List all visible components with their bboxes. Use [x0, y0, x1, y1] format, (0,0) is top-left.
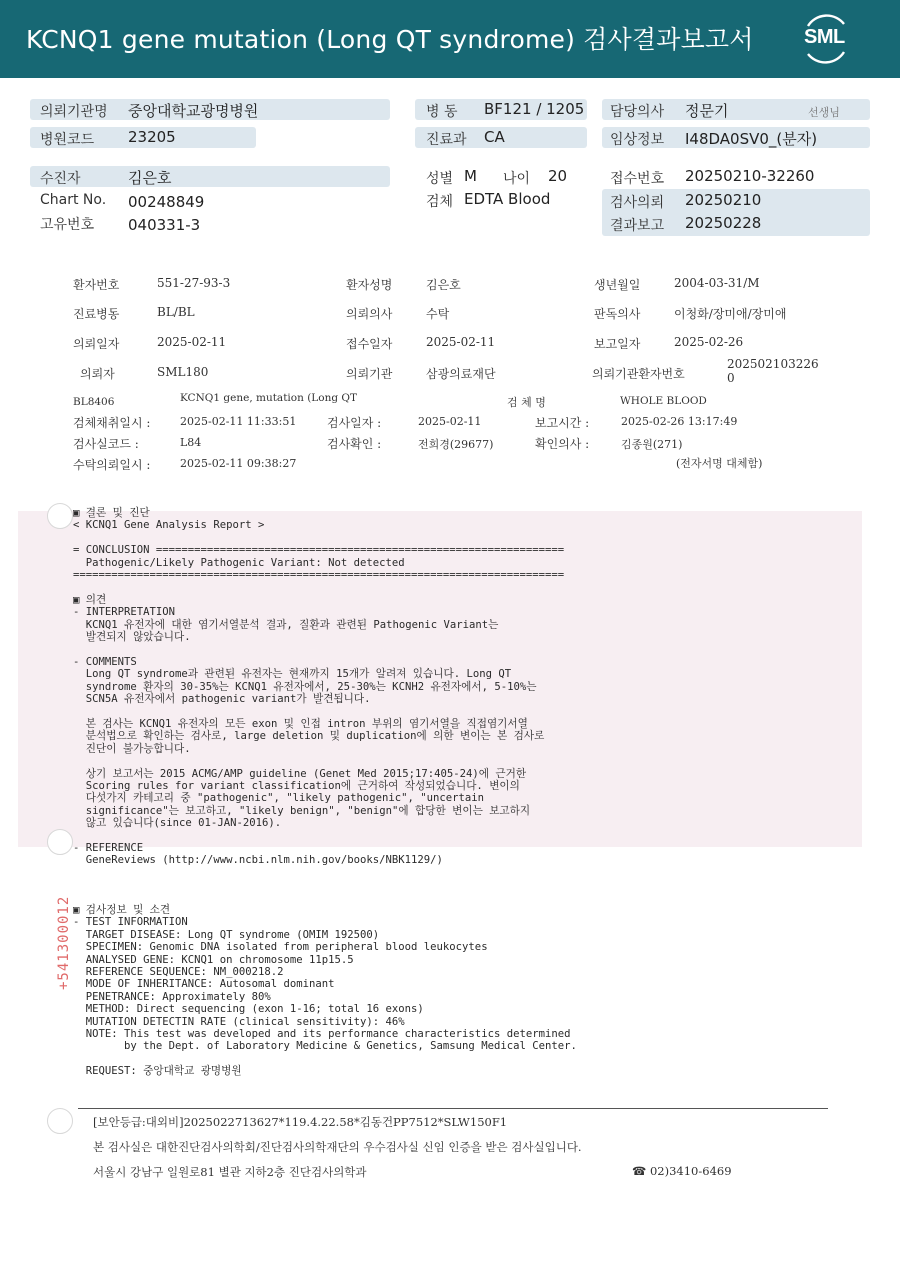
clinical-value: I48DA0SV0_(분자)	[685, 130, 818, 148]
punch-hole	[47, 503, 73, 529]
report-line: 않고 있습니다(since 01-JAN-2016).	[73, 817, 282, 830]
doctor-suffix: 선생님	[808, 106, 840, 119]
report-line	[73, 706, 577, 718]
report-line: ▣ 결론 및 진단	[73, 507, 150, 519]
age-value: 20	[548, 167, 568, 185]
patient-label: 수진자	[40, 171, 81, 187]
report-line: REFERENCE SEQUENCE: NM_000218.2	[73, 966, 284, 979]
meta-label: 판독의사	[594, 307, 641, 321]
report-line: - INTERPRETATION	[73, 606, 176, 619]
report-body	[73, 507, 577, 1078]
report-line: ANALYSED GENE: KCNQ1 on chromosome 11p15.5	[73, 953, 354, 966]
report-line	[73, 643, 577, 655]
meta-label: 의뢰일자	[73, 337, 120, 351]
uid-value: 040331-3	[128, 216, 201, 234]
patient-value: 김은호	[128, 169, 172, 187]
esign-note: (전자서명 대체함)	[676, 457, 763, 470]
report-line: 상기 보고서는 2015 ACMG/AMP guideline (Genet Med 2015;17:405-24)에 근거한	[73, 767, 527, 780]
report-line: KCNQ1 유전자에 대한 염기서열분석 결과, 질환과 관련된 Pathogenic Variant는	[73, 618, 499, 631]
report-line: PENETRANCE: Approximately 80%	[73, 990, 271, 1003]
meta-value: 2025-02-11 09:38:27	[180, 457, 297, 470]
meta-label: 환자성명	[346, 278, 393, 292]
punch-hole	[47, 829, 73, 855]
footer-rule	[78, 1108, 828, 1109]
meta-label: 검사확인 :	[327, 437, 382, 451]
meta-label: 의뢰자	[80, 367, 115, 381]
request-value: 20250210	[685, 191, 762, 209]
report-line: = CONCLUSION ================================================================	[73, 544, 565, 557]
report-line	[73, 1053, 577, 1065]
report-line: MODE OF INHERITANCE: Autosomal dominant	[73, 978, 335, 991]
meta-value: 수탁	[426, 307, 450, 321]
meta-label: 접수일자	[346, 337, 393, 351]
meta-value: 2025-02-26 13:17:49	[621, 415, 738, 428]
inst-value: 중앙대학교광명병원	[128, 102, 259, 120]
sex-label: 성별	[426, 171, 454, 187]
meta-value: 김종원(271)	[621, 438, 683, 451]
meta-label: 보고일자	[594, 337, 641, 351]
report-line: - TEST INFORMATION	[73, 916, 188, 929]
meta-value: 2025-02-11	[418, 415, 482, 428]
report-line	[73, 892, 577, 904]
specimen-name: WHOLE BLOOD	[620, 395, 707, 407]
chart-label: Chart No.	[40, 192, 107, 208]
meta-value: 0	[727, 371, 735, 385]
report-line: GeneReviews (http://www.ncbi.nlm.nih.gov/books/NBK1129/)	[73, 854, 443, 867]
report-line	[73, 581, 577, 593]
meta-value: 2025-02-11 11:33:51	[180, 415, 297, 428]
age-label: 나이	[503, 171, 531, 187]
doctor-value: 정문기	[685, 102, 729, 120]
report-line: ▣ 의견	[73, 593, 107, 606]
meta-label: 진료병동	[73, 307, 120, 321]
meta-value: 전희경(29677)	[418, 438, 494, 451]
meta-value: 551-27-93-3	[157, 276, 231, 290]
report-line: NOTE: This test was developed and its performance characteristics determined	[73, 1028, 571, 1041]
report-line: Pathogenic/Likely Pathogenic Variant: Not detected	[73, 556, 405, 569]
chart-value: 00248849	[128, 193, 205, 211]
report-line	[73, 867, 577, 879]
report-line: 발견되지 않았습니다.	[73, 631, 191, 644]
report-line: Scoring rules for variant classification에 근거하여 작성되었습니다. 변이의	[73, 779, 520, 792]
report-date-value: 20250228	[685, 214, 762, 232]
report-line: - COMMENTS	[73, 655, 137, 668]
report-line: < KCNQ1 Gene Analysis Report >	[73, 519, 265, 532]
meta-label: 생년월일	[594, 278, 641, 292]
dept-value: CA	[484, 128, 505, 146]
test-code: BL8406	[73, 396, 115, 408]
report-line	[73, 830, 577, 842]
report-line: syndrome 환자의 30-35%는 KCNQ1 유전자에서, 25-30%는 KCNH2 유전자에서, 5-10%는	[73, 680, 537, 693]
meta-value: 김은호	[426, 278, 461, 292]
meta-value: 2004-03-31/M	[674, 276, 760, 290]
phone-line: ☎ 02)3410-6469	[632, 1164, 732, 1178]
doctor-label: 담당의사	[610, 104, 665, 120]
report-line	[73, 879, 577, 891]
receipt-value: 20250210-32260	[685, 167, 815, 185]
meta-value: L84	[180, 436, 202, 449]
meta-value: BL/BL	[157, 305, 195, 319]
report-title: KCNQ1 gene mutation (Long QT syndrome) 검사결과보고서	[26, 25, 754, 54]
sex-value: M	[464, 167, 477, 185]
punch-hole	[47, 1108, 73, 1134]
code-label: 병원코드	[40, 132, 95, 148]
address-line: 서울시 강남구 일원로81 별관 지하2층 진단검사의학과	[93, 1165, 367, 1179]
dept-label: 진료과	[426, 132, 467, 148]
certification-line: 본 검사실은 대한진단검사의학회/진단검사의학재단의 우수검사실 신임 인증을 받은 검사실입니다.	[93, 1140, 582, 1154]
report-line: ▣ 검사정보 및 소견	[73, 904, 171, 916]
report-line: REQUEST: 중앙대학교 광명병원	[73, 1065, 242, 1078]
test-name: KCNQ1 gene, mutation (Long QT	[180, 392, 358, 404]
request-label: 검사의뢰	[610, 195, 665, 211]
report-line: Long QT syndrome과 관련된 유전자는 현재까지 15개가 알려져 있습니다. Long QT	[73, 668, 512, 681]
report-line: 분석법으로 확인하는 검사로, large deletion 및 duplication에 의한 변이는 본 검사로	[73, 730, 545, 743]
meta-label: 확인의사 :	[535, 437, 590, 451]
sml-logo	[800, 12, 852, 64]
document-stamp: +541300012	[56, 895, 72, 990]
report-line	[73, 755, 577, 767]
specimen-head: 검 체 명	[507, 396, 546, 409]
report-line: METHOD: Direct sequencing (exon 1-16; total 16 exons)	[73, 1003, 424, 1016]
report-line: MUTATION DETECTIN RATE (clinical sensitivity): 46%	[73, 1015, 405, 1028]
specimen-value: EDTA Blood	[464, 190, 551, 208]
meta-label: 보고시간 :	[535, 416, 590, 430]
meta-value: 삼광의료재단	[426, 367, 496, 381]
logo-text: SML	[804, 26, 845, 48]
report-line: significance"는 보고하고, "likely benign", "benign"에 합당한 변이는 보고하지	[73, 804, 531, 817]
report-line: =============================================================================	[73, 569, 565, 582]
meta-value: 2025-02-11	[426, 335, 496, 349]
meta-label: 검사실코드 :	[73, 437, 139, 451]
report-date-label: 결과보고	[610, 218, 665, 234]
ward-label: 병 동	[426, 104, 458, 120]
meta-label: 환자번호	[73, 278, 120, 292]
meta-value: 2025-02-11	[157, 335, 227, 349]
receipt-label: 접수번호	[610, 171, 665, 187]
report-line: SCN5A 유전자에서 pathogenic variant가 발견됩니다.	[73, 693, 371, 706]
specimen-label: 검체	[426, 194, 454, 210]
report-line: 본 검사는 KCNQ1 유전자의 모든 exon 및 인접 intron 부위의 염기서열을 직접염기서열	[73, 717, 528, 730]
meta-value: 2025-02-26	[674, 335, 744, 349]
meta-label: 수탁의뢰일시 :	[73, 458, 151, 472]
meta-label: 의뢰기관	[346, 367, 393, 381]
report-line: - REFERENCE	[73, 841, 144, 854]
ward-value: BF121 / 1205	[484, 100, 585, 118]
report-line: TARGET DISEASE: Long QT syndrome (OMIM 192500)	[73, 928, 380, 941]
report-line: 진단이 불가능합니다.	[73, 742, 191, 755]
inst-label: 의뢰기관명	[40, 104, 108, 120]
clinical-label: 임상정보	[610, 132, 665, 148]
meta-label: 의뢰의사	[346, 307, 393, 321]
security-line: [보안등급:대외비]2025022713627*119.4.22.58*김동건PP7512*SLW150F1	[93, 1115, 508, 1129]
report-line: 다섯가지 카테고리 중 "pathogenic", "likely pathogenic", "uncertain	[73, 792, 485, 805]
meta-value: 이청화/장미애/장미애	[674, 307, 787, 321]
report-line: by the Dept. of Laboratory Medicine & Genetics, Samsung Medical Center.	[73, 1040, 577, 1053]
uid-label: 고유번호	[40, 217, 95, 233]
meta-value: 202502103226	[727, 357, 819, 371]
meta-label: 검체채취일시 :	[73, 416, 151, 430]
report-line	[73, 532, 577, 544]
report-line: SPECIMEN: Genomic DNA isolated from peripheral blood leukocytes	[73, 941, 488, 954]
report-header	[0, 0, 900, 78]
meta-label: 의뢰기관환자번호	[592, 367, 685, 381]
code-value: 23205	[128, 128, 176, 146]
meta-label: 검사일자 :	[327, 416, 382, 430]
meta-value: SML180	[157, 365, 209, 379]
